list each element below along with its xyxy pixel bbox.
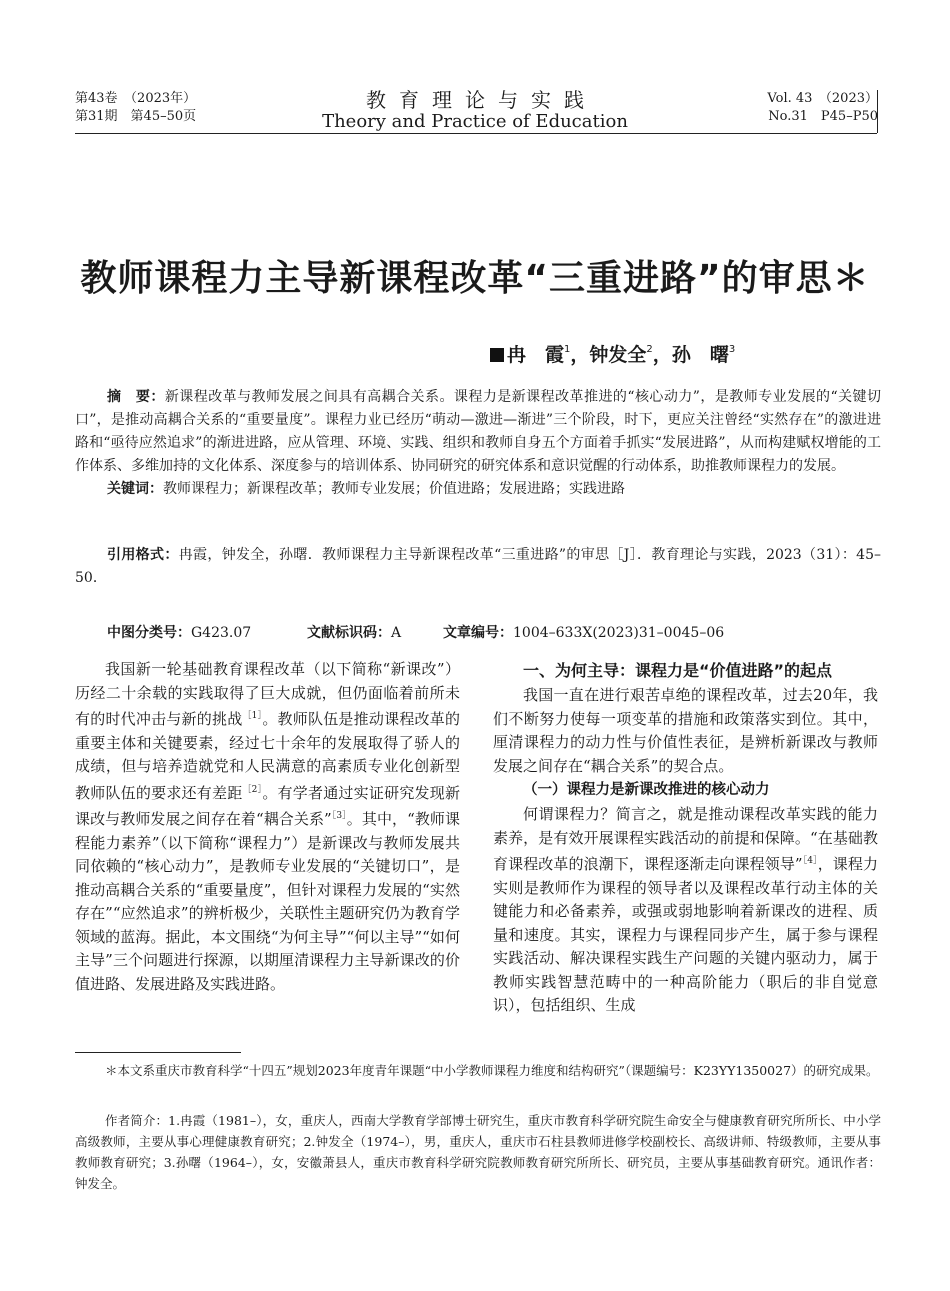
intro-paragraph bbox=[75, 658, 460, 996]
author-separator: ， bbox=[570, 344, 590, 366]
author-marker-square-icon bbox=[490, 348, 504, 362]
author-affiliation: 3 bbox=[728, 344, 736, 355]
document-code-value: A bbox=[391, 625, 402, 641]
article-number-value: 1004–633X(2023)31–0045–06 bbox=[513, 625, 725, 641]
intro-text: 我国新一轮基础教育课程改革（以下简称“新课改”）历经二十余载的实践取得了巨大成就，但仍面临着前所未有的时代冲击与新的挑战 bbox=[75, 660, 460, 728]
article-title: 教师课程力主导新课程改革“三重进路”的审思＊ bbox=[80, 258, 870, 299]
abstract bbox=[75, 386, 881, 478]
citation-text: 冉霞，钟发全，孙曙．教师课程力主导新课程改革“三重进路”的审思［J］．教育理论与实践，2023（31）：45–50． bbox=[75, 547, 882, 586]
header-divider bbox=[75, 133, 877, 134]
document-code-label: 文献标识码： bbox=[307, 625, 391, 641]
citation-ref[interactable]: ［4］ bbox=[802, 856, 818, 866]
body-column-left bbox=[75, 658, 460, 996]
intro-text: 。有学者通过实证研究发现新课改与教师发展之间存在着“耦合关系” bbox=[75, 783, 460, 828]
subsection-heading: （一）课程力是新课改推进的核心动力 bbox=[523, 782, 770, 798]
header-issue-line-en: No.31 P45–P50 bbox=[768, 109, 878, 124]
footnote-author-info: 作者简介：1.冉霞（1981–），女，重庆人，西南大学教育学部博士研究生，重庆市教育科学研究院生命安全与健康教育研究所所长、中小学高级教师，主要从事心理健康教育研究；2.钟发全（1974–），男，重庆人，重庆市石柱县教师进修学校副校长、高级讲师、特级教师，主要从事教师教育研究；3.孙曙（1964–），女，安徽萧县人，重庆市教育科学研究院教师教育研究所所长、研究员，主要从事基础教育研究。通讯作者：钟发全。 bbox=[75, 1113, 881, 1191]
keywords-text: 教师课程力；新课程改革；教师专业发展；价值进路；发展进路；实践进路 bbox=[163, 481, 625, 497]
section-paragraph: 我国一直在进行艰苦卓绝的课程改革，过去20年，我们不断努力使每一项变革的措施和政策落实到位。其中，厘清课程力的动力性与价值性表征，是辨析新课改与教师发展之间存在“耦合关系”的契合点。 bbox=[493, 686, 878, 775]
keywords bbox=[75, 478, 881, 501]
intro-text: 。其中，“教师课程能力素养”（以下简称“课程力”）是新课改与教师发展共同依赖的“核心动力”，是教师专业发展的“关键切口”，是推动高耦合关系的“重要量度”，但针对课程力发展的“实然存在”“应然追求”的辨析极少，关联性主题研究仍为教育学领域的蓝海。据此，本文围绕“为何主导”“何以主导”“如何主导”三个问题进行探源，以期厘清课程力主导新课改的价值进路、发展进路及实践进路。 bbox=[75, 810, 461, 993]
citation-label: 引用格式： bbox=[107, 547, 179, 563]
subsection-paragraph bbox=[493, 803, 878, 1018]
abstract-text: 新课程改革与教师发展之间具有高耦合关系。课程力是新课程改革推进的“核心动力”，是教师专业发展的“关键切口”，是推动高耦合关系的“重要量度”。课程力业已经历“萌动—激进—渐进”三个阶段，时下，更应关注曾经“实然存在”的激进进路和“亟待应然追求”的渐进进路，应从管理、环境、实践、组织和教师自身五个方面着手抓实“发展进路”，从而构建赋权增能的工作体系、多维加持的文化体系、深度参与的培训体系、协同研究的研究体系和意识觉醒的行动体系，助推教师课程力的发展。 bbox=[75, 389, 882, 474]
author-affiliation: 2 bbox=[646, 344, 653, 355]
clc-value: G423.07 bbox=[191, 625, 252, 641]
header-volume-line: 第43卷 （2023年） bbox=[75, 91, 197, 106]
intro-text: 。教师队伍是推动课程改革的重要主体和关键要素，经过七十余年的发展取得了骄人的成绩，但与培养造就党和人民满意的高素质专业化创新型教师队伍的要求还有差距 bbox=[75, 710, 460, 802]
author-name: 冉 霞 bbox=[507, 344, 565, 366]
clc-number bbox=[107, 622, 251, 642]
header-issue-line: 第31期 第45–50页 bbox=[75, 109, 197, 124]
footnote-divider bbox=[75, 1052, 241, 1053]
footnote-fund: ＊本文系重庆市教育科学“十四五”规划2023年度青年课题“中小学教师课程力维度和结构研究”（课题编号：K23YY1350027）的研究成果。 bbox=[105, 1063, 879, 1078]
journal-masthead bbox=[300, 88, 650, 132]
article-number bbox=[443, 622, 724, 642]
citation-ref[interactable]: ［2］ bbox=[242, 784, 263, 795]
author-separator: ， bbox=[652, 344, 672, 366]
journal-name-en: Theory and Practice of Education bbox=[322, 111, 628, 132]
header-volume-info bbox=[75, 90, 196, 126]
author-name: 孙 曙 bbox=[671, 344, 729, 366]
journal-name-cn: 教育理论与实践 bbox=[366, 88, 597, 112]
abstract-label: 摘 要： bbox=[107, 389, 165, 405]
subsection-text: ，课程力实则是教师作为课程的领导者以及课程改革行动主体的关键能力和必备素养，或强或弱地影响着新课改的进程、质量和速度。其实，课程力与课程同步产生，属于参与课程实践活动、解决课程实践生产问题的关键内驱动力，属于教师实践智慧范畴中的一种高阶能力（职后的非自觉意识），包括组织、生成 bbox=[493, 855, 878, 1014]
subsection-text: 何谓课程力？简言之，就是推动课程改革实践的能力素养，是有效开展课程实践活动的前提和保障。“在基础教育课程改革的浪潮下，课程逐渐走向课程领导” bbox=[493, 805, 878, 873]
clc-label: 中图分类号： bbox=[107, 625, 191, 641]
author-name: 钟发全 bbox=[589, 344, 647, 366]
header-volume-info-en bbox=[767, 90, 878, 126]
document-code bbox=[307, 622, 401, 642]
keywords-label: 关键词： bbox=[107, 481, 163, 497]
header-vertical-divider bbox=[877, 90, 878, 133]
section-heading: 一、为何主导：课程力是“价值进路”的起点 bbox=[523, 661, 833, 680]
header-volume-line-en: Vol. 43 （2023） bbox=[767, 91, 878, 106]
citation-ref[interactable]: ［3］ bbox=[331, 811, 347, 821]
citation-format bbox=[75, 544, 881, 590]
citation-ref[interactable]: ［1］ bbox=[242, 711, 263, 721]
abstract-block bbox=[75, 386, 881, 501]
author-list bbox=[490, 340, 735, 367]
author-affiliation: 1 bbox=[564, 344, 571, 355]
article-number-label: 文章编号： bbox=[443, 625, 513, 641]
body-column-right bbox=[493, 658, 878, 1018]
